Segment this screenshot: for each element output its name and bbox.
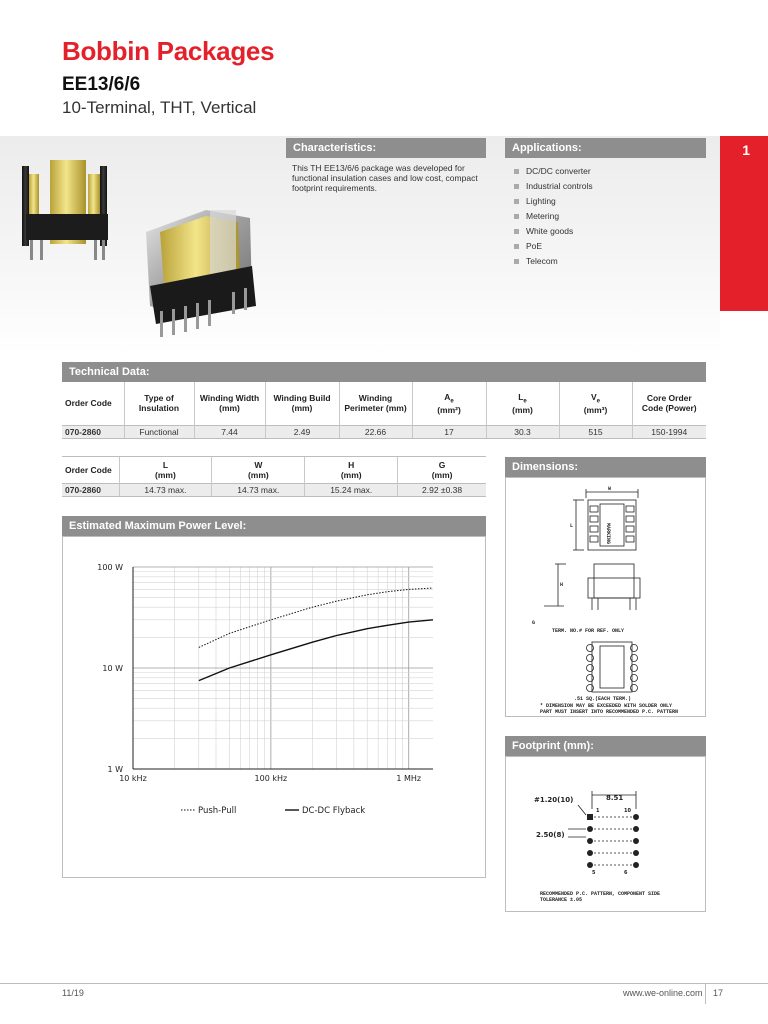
applications-list xyxy=(514,164,593,269)
technical-data-table xyxy=(62,382,706,439)
list-item: Metering xyxy=(514,209,593,224)
technical-data-header: Technical Data: xyxy=(62,362,706,382)
x-tick-label: 100 kHz xyxy=(254,774,288,783)
dimensions-footnote-1: * DIMENSION MAY BE EXCEEDED WITH SOLDER ONLY xyxy=(540,703,673,709)
footprint-header: Footprint (mm): xyxy=(505,736,706,756)
x-tick-label: 1 MHz xyxy=(396,774,422,783)
bullet-icon xyxy=(514,229,519,234)
footprint-note-1: RECOMMENDED P.C. PATTERN, COMPONENT SIDE xyxy=(540,891,661,897)
bullet-icon xyxy=(514,169,519,174)
list-item: Lighting xyxy=(514,194,593,209)
dim-l-label: L xyxy=(570,523,574,529)
column-header: Core Order Code (Power) xyxy=(641,393,697,414)
footer-date: 11/19 xyxy=(62,988,84,998)
power-chart-frame xyxy=(62,536,486,878)
bullet-icon xyxy=(514,244,519,249)
applications-header: Applications: xyxy=(505,138,706,158)
column-header: Order Code xyxy=(62,457,119,483)
table-cell: 22.66 xyxy=(339,425,412,438)
table-cell: 070-2860 xyxy=(62,425,124,438)
series-line-dc-dc-flyback xyxy=(199,620,433,681)
bullet-icon xyxy=(514,199,519,204)
dimensions-table xyxy=(62,457,486,497)
list-item: PoE xyxy=(514,239,593,254)
bullet-icon xyxy=(514,259,519,264)
list-item: Industrial controls xyxy=(514,179,593,194)
dimensions-frame xyxy=(505,477,706,717)
footer-url: www.we-online.com xyxy=(623,988,703,998)
column-header: L (mm) xyxy=(119,457,212,483)
bullet-icon xyxy=(514,184,519,189)
product-image xyxy=(0,136,280,354)
table-cell: 2.49 xyxy=(265,425,339,438)
characteristics-header: Characteristics: xyxy=(286,138,486,158)
characteristics-text: This TH EE13/6/6 package was developed for functional insulation cases and low cost, compact footprint requirements. xyxy=(292,163,478,193)
part-number: EE13/6/6 xyxy=(62,74,141,95)
pin6-label: 6 xyxy=(624,870,628,876)
dim-w-label: W xyxy=(608,486,612,492)
legend-label: DC-DC Flyback xyxy=(302,806,366,816)
table-row xyxy=(62,425,706,438)
table-row xyxy=(62,483,486,496)
footprint-frame xyxy=(505,756,706,912)
row-width-label: 8.51 xyxy=(606,794,624,802)
table-cell: 14.73 max. xyxy=(212,483,305,496)
pin5-label: 5 xyxy=(592,870,596,876)
marking-label: MARKING xyxy=(605,523,611,545)
y-tick-label: 1 W xyxy=(107,765,123,774)
hole-size-label: #1.20(10) xyxy=(534,796,574,804)
column-header: Order Code xyxy=(62,382,124,425)
pitch-label: 2.50(8) xyxy=(536,831,565,839)
x-tick-label: 10 kHz xyxy=(119,774,147,783)
table-cell: 2.92 ±0.38 xyxy=(398,483,486,496)
page-number: 17 xyxy=(713,988,724,998)
pin1-label: 1 xyxy=(596,808,600,814)
column-header: Winding Width (mm) xyxy=(194,382,265,425)
bullet-icon xyxy=(514,214,519,219)
column-header: $V_e$ (mm³) xyxy=(559,382,632,425)
footer-page-divider xyxy=(705,984,706,1004)
page-title: Bobbin Packages xyxy=(62,36,275,66)
dim-g-label: G xyxy=(532,620,536,626)
table-cell: 7.44 xyxy=(194,425,265,438)
column-header: Type of Insulation xyxy=(124,382,194,425)
legend-label: Push-Pull xyxy=(198,806,237,816)
column-header: $A_e$ (mm²) xyxy=(412,382,486,425)
power-chart xyxy=(63,537,485,877)
column-header: Winding Perimeter (mm) xyxy=(339,382,412,425)
dimensions-drawing xyxy=(506,478,705,716)
table-cell: 070-2860 xyxy=(62,483,119,496)
table-cell: Functional xyxy=(124,425,194,438)
series-line-push-pull xyxy=(199,588,433,647)
table-cell: 14.73 max. xyxy=(119,483,212,496)
dimensions-header: Dimensions: xyxy=(505,457,706,477)
y-tick-label: 10 W xyxy=(102,664,123,673)
list-item: Telecom xyxy=(514,254,593,269)
column-header: W (mm) xyxy=(212,457,305,483)
table-cell: 150-1994 xyxy=(632,425,706,438)
power-chart-header: Estimated Maximum Power Level: xyxy=(62,516,486,536)
footer-divider xyxy=(0,983,768,984)
package-description: 10-Terminal, THT, Vertical xyxy=(62,98,257,117)
table-cell: 30.3 xyxy=(486,425,559,438)
column-header: H (mm) xyxy=(305,457,398,483)
column-header: $L_e$ (mm) xyxy=(486,382,559,425)
column-header: G (mm) xyxy=(431,459,453,480)
list-item: DC/DC converter xyxy=(514,164,593,179)
dimensions-footnote-2: PART MUST INSERT INTO RECOMMENDED P.C. PATTERN xyxy=(540,709,679,715)
chapter-tab xyxy=(720,136,768,311)
pin10-label: 10 xyxy=(624,808,631,814)
dim-h-label: H xyxy=(560,582,564,588)
chapter-number: 1 xyxy=(742,142,750,158)
column-header: Winding Build (mm) xyxy=(265,382,339,425)
footprint-note-2: TOLERANCE ±.05 xyxy=(540,897,583,903)
footprint-drawing xyxy=(506,757,705,911)
list-item: White goods xyxy=(514,224,593,239)
table-cell: 17 xyxy=(412,425,486,438)
table-cell: 15.24 max. xyxy=(305,483,398,496)
pin-note: .51 SQ.(EACH TERM.) xyxy=(574,696,632,702)
y-tick-label: 100 W xyxy=(97,563,123,572)
term-note: TERM. NO.# FOR REF. ONLY xyxy=(552,628,625,634)
table-cell: 515 xyxy=(559,425,632,438)
